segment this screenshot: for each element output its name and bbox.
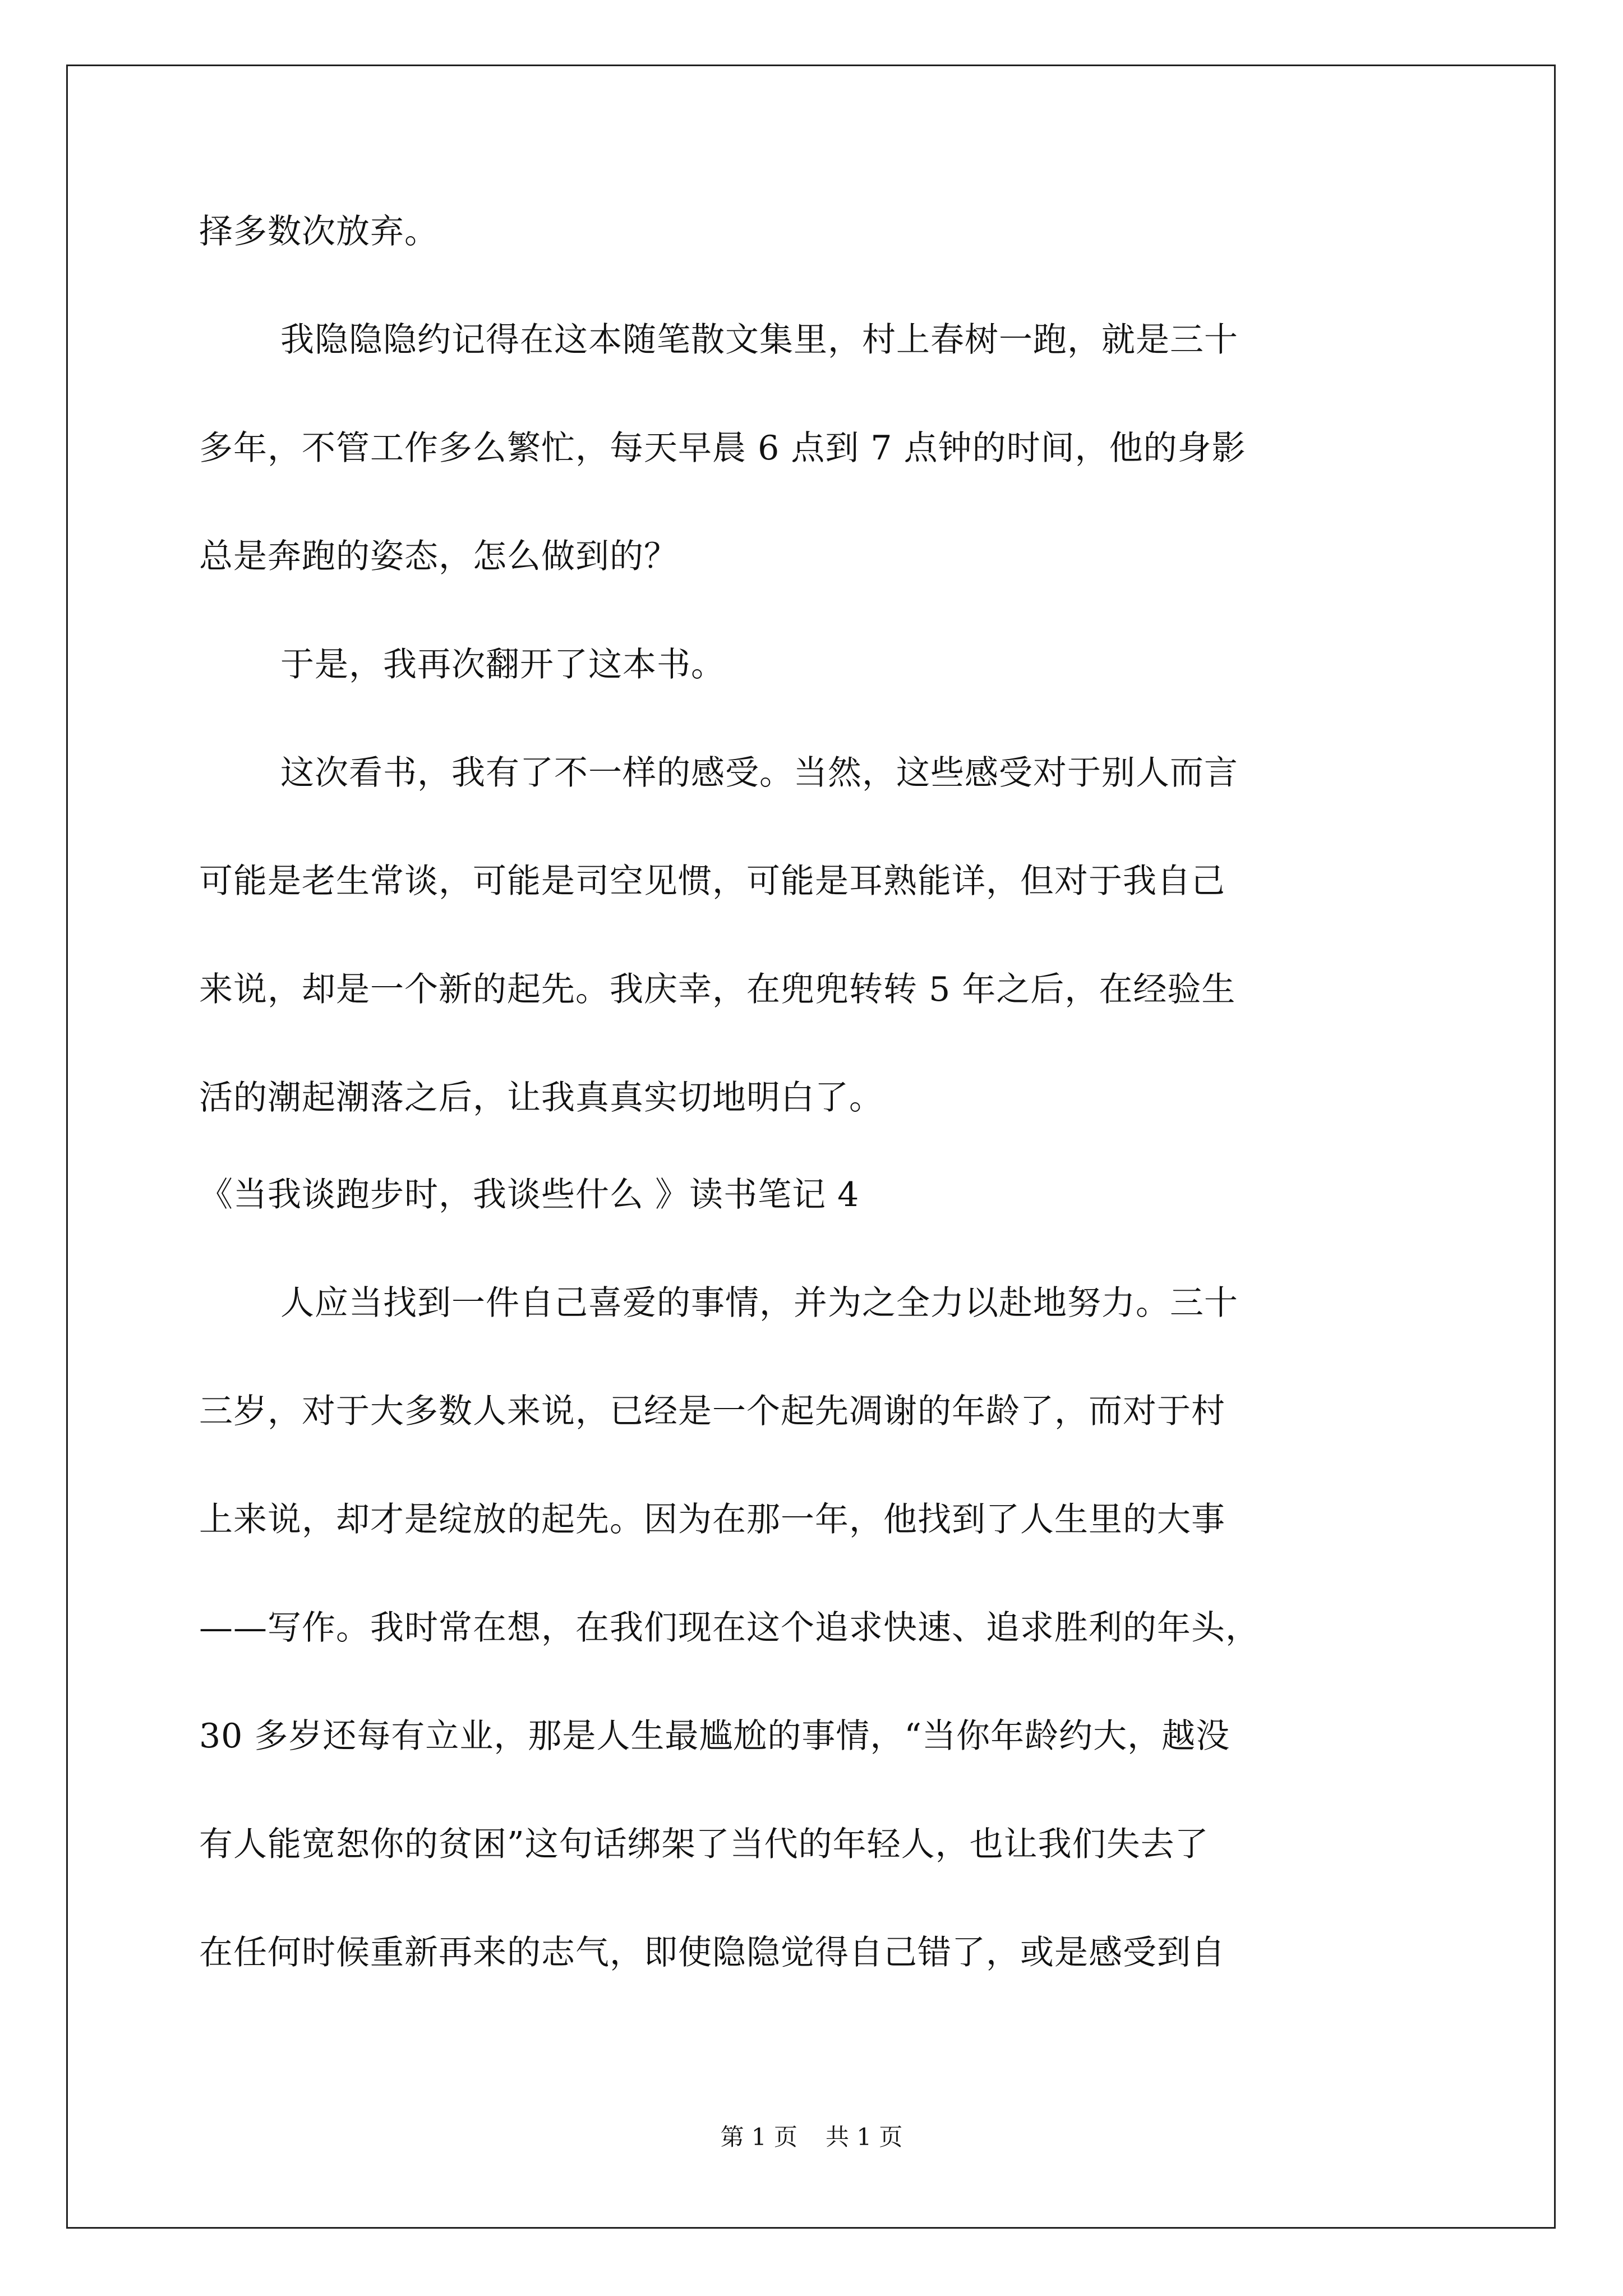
text-line: 人应当找到一件自己喜爱的事情，并为之全力以赴地努力。三十 xyxy=(280,1283,1238,1323)
text-line: 这次看书，我有了不一样的感受。当然，这些感受对于别人而言 xyxy=(280,753,1238,793)
text-line: ——写作。我时常在想，在我们现在这个追求快速、追求胜利的年头， xyxy=(199,1608,1260,1648)
text-line: 我隐隐隐约记得在这本随笔散文集里，村上春树一跑，就是三十 xyxy=(280,320,1238,360)
page-number: 第 1 页 xyxy=(720,2123,797,2151)
text-line: 三岁，对于大多数人来说，已经是一个起先凋谢的年龄了，而对于村 xyxy=(199,1392,1225,1431)
text-line: 上来说，却才是绽放的起先。因为在那一年，他找到了人生里的大事 xyxy=(199,1500,1225,1539)
text-line: 来说，却是一个新的起先。我庆幸，在兜兜转转 5 年之后，在经验生 xyxy=(199,970,1236,1009)
text-line: 总是奔跑的姿态，怎么做到的？ xyxy=(199,537,678,576)
text-line: 30 多岁还每有立业，那是人生最尴尬的事情，“当你年龄约大，越没 xyxy=(199,1717,1230,1756)
text-line: 择多数次放弃。 xyxy=(199,212,439,251)
text-line: 于是，我再次翻开了这本书。 xyxy=(280,645,725,684)
text-line: 有人能宽恕你的贫困”这句话绑架了当代的年轻人，也让我们失去了 xyxy=(199,1825,1209,1864)
text-line: 在任何时候重新再来的志气，即使隐隐觉得自己错了，或是感受到自 xyxy=(199,1933,1225,1972)
section-heading: 《当我谈跑步时，我谈些什么 》读书笔记 4 xyxy=(199,1175,860,1214)
text-line: 活的潮起潮落之后，让我真真实切地明白了。 xyxy=(199,1078,883,1117)
page-footer xyxy=(0,2122,1623,2153)
page-border xyxy=(66,65,1556,2229)
page-total: 共 1 页 xyxy=(826,2123,903,2151)
text-line: 可能是老生常谈，可能是司空见惯，可能是耳熟能详，但对于我自己 xyxy=(199,862,1225,901)
text-line: 多年，不管工作多么繁忙，每天早晨 6 点到 7 点钟的时间，他的身影 xyxy=(199,429,1246,468)
